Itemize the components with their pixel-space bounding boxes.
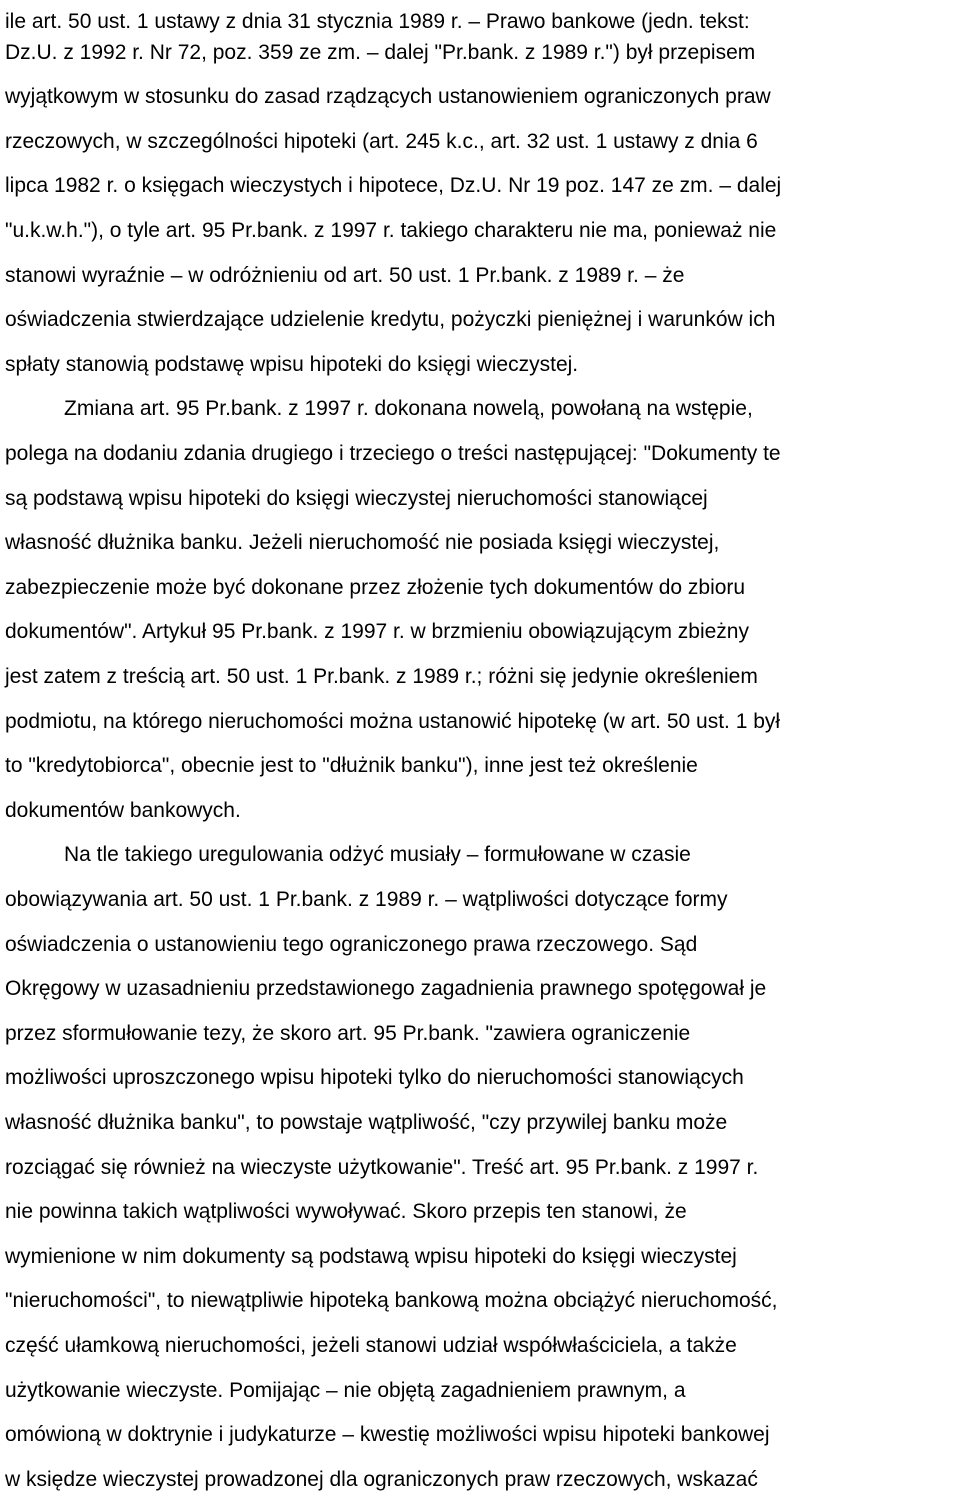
text-line-30: "nieruchomości", to niewątpliwie hipoteką bankową można obciążyć nieruchomość,: [5, 1289, 778, 1313]
text-line-6: "u.k.w.h."), o tyle art. 95 Pr.bank. z 1997 r. takiego charakteru nie ma, ponieważ nie: [5, 219, 777, 242]
text-line-24: przez sformułowanie tezy, że skoro art. 95 Pr.bank. "zawiera ograniczenie: [5, 1021, 691, 1045]
text-line-21: obowiązywania art. 50 ust. 1 Pr.bank. z 1989 r. – wątpliwości dotyczące formy: [5, 888, 728, 911]
text-line-26: własność dłużnika banku", to powstaje wątpliwość, "czy przywilej banku może: [5, 1111, 728, 1134]
text-line-13: własność dłużnika banku. Jeżeli nieruchomość nie posiada księgi wieczystej,: [5, 531, 720, 555]
text-line-8: oświadczenia stwierdzające udzielenie kredytu, pożyczki pieniężnej i warunków ich: [5, 308, 776, 332]
text-line-17: podmiotu, na którego nieruchomości można ustanowić hipotekę (w art. 50 ust. 1 był: [5, 709, 781, 733]
text-line-1: ile art. 50 ust. 1 ustawy z dnia 31 stycznia 1989 r. – Prawo bankowe (jedn. tekst:: [5, 10, 750, 33]
text-line-22: oświadczenia o ustanowieniu tego ograniczonego prawa rzeczowego. Sąd: [5, 932, 698, 956]
text-line-29: wymienione w nim dokumenty są podstawą wpisu hipoteki do księgi wieczystej: [5, 1244, 737, 1268]
text-line-19: dokumentów bankowych.: [5, 798, 241, 822]
text-line-31: część ułamkową nieruchomości, jeżeli stanowi udział współwłaściciela, a także: [5, 1334, 737, 1357]
text-line-27: rozciągać się również na wieczyste użytkowanie". Treść art. 95 Pr.bank. z 1997 r.: [5, 1155, 759, 1179]
text-line-16: jest zatem z treścią art. 50 ust. 1 Pr.bank. z 1989 r.; różni się jedynie określeniem: [5, 665, 758, 688]
text-line-5: lipca 1982 r. o księgach wieczystych i hipotece, Dz.U. Nr 19 poz. 147 ze zm. – dalej: [5, 174, 782, 198]
text-line-15: dokumentów". Artykuł 95 Pr.bank. z 1997 r. w brzmieniu obowiązującym zbieżny: [5, 620, 749, 644]
text-line-4: rzeczowych, w szczególności hipoteki (art. 245 k.c., art. 32 ust. 1 ustawy z dnia 6: [5, 129, 758, 153]
text-line-32: użytkowanie wieczyste. Pomijając – nie objętą zagadnieniem prawnym, a: [5, 1378, 686, 1402]
text-line-25: możliwości uproszczonego wpisu hipoteki tylko do nieruchomości stanowiących: [5, 1066, 744, 1090]
text-line-9: spłaty stanowią podstawę wpisu hipoteki do księgi wieczystej.: [5, 352, 579, 376]
text-line-28: nie powinna takich wątpliwości wywoływać. Skoro przepis ten stanowi, że: [5, 1200, 687, 1224]
text-line-20: Na tle takiego uregulowania odżyć musiały – formułowane w czasie: [64, 843, 691, 867]
text-line-2: Dz.U. z 1992 r. Nr 72, poz. 359 ze zm. – dalej "Pr.bank. z 1989 r.") był przepisem: [5, 40, 756, 64]
text-line-10: Zmiana art. 95 Pr.bank. z 1997 r. dokonana nowelą, powołaną na wstępie,: [64, 397, 753, 421]
text-line-7: stanowi wyraźnie – w odróżnieniu od art. 50 ust. 1 Pr.bank. z 1989 r. – że: [5, 263, 685, 287]
text-line-18: to "kredytobiorca", obecnie jest to "dłużnik banku"), inne jest też określenie: [5, 754, 698, 778]
text-line-3: wyjątkowym w stosunku do zasad rządzących ustanowieniem ograniczonych praw: [5, 85, 771, 109]
text-line-33: omówioną w doktrynie i judykaturze – kwestię możliwości wpisu hipoteki bankowej: [5, 1423, 770, 1447]
text-line-34: w księdze wieczystej prowadzonej dla ograniczonych praw rzeczowych, wskazać: [5, 1467, 758, 1491]
text-line-14: zabezpieczenie może być dokonane przez złożenie tych dokumentów do zbioru: [5, 575, 746, 599]
text-line-23: Okręgowy w uzasadnieniu przedstawionego zagadnienia prawnego spotęgował je: [5, 977, 767, 1001]
text-line-12: są podstawą wpisu hipoteki do księgi wieczystej nieruchomości stanowiącej: [5, 486, 708, 510]
text-line-11: polega na dodaniu zdania drugiego i trzeciego o treści następującej: "Dokumenty te: [5, 442, 781, 465]
